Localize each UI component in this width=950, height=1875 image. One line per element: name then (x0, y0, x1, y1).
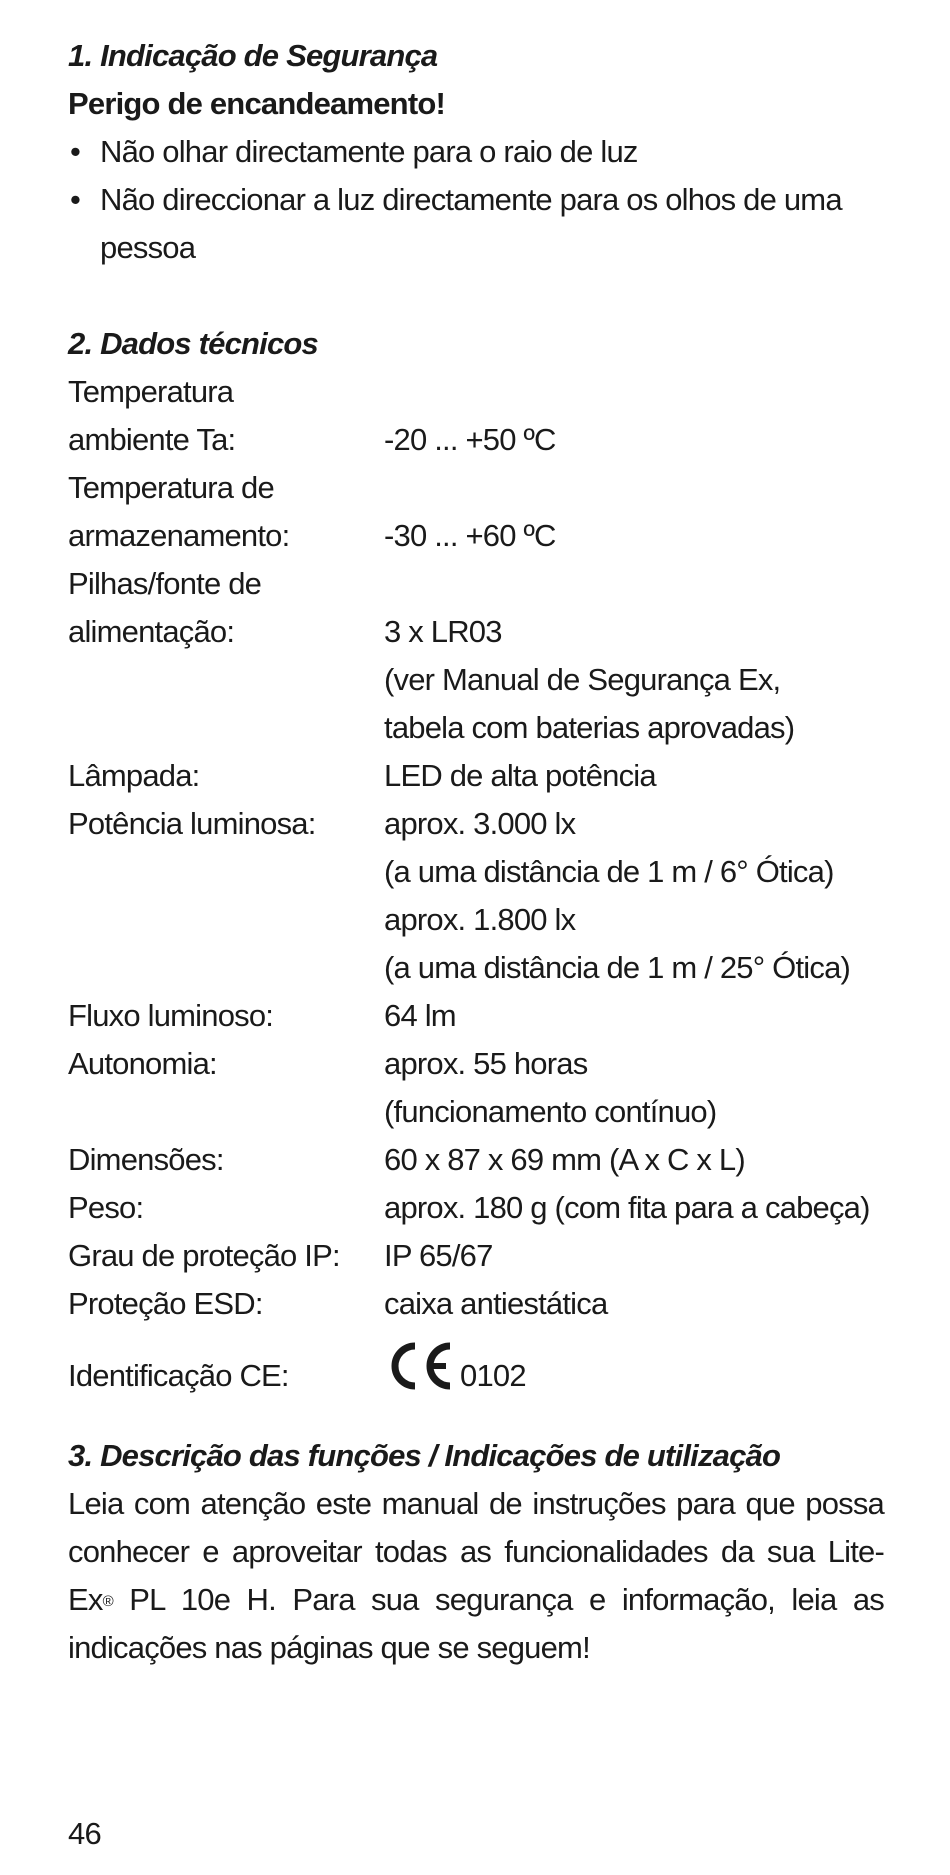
spec-label: Autonomia: (68, 1046, 217, 1081)
spec-value: caixa antiestática (384, 1286, 608, 1321)
notified-body-number: 0102 (460, 1358, 526, 1393)
spec-value: -30 ... +60 ºC (384, 518, 556, 553)
page-number: 46 (68, 1816, 101, 1851)
spec-lamp (68, 752, 884, 800)
spec-value: (a uma distância de 1 m / 6° Ótica) (384, 854, 834, 889)
spec-weight (68, 1184, 884, 1232)
spec-label: armazenamento: (68, 518, 290, 553)
spec-value: (a uma distância de 1 m / 25° Ótica) (384, 950, 851, 985)
intro-text: PL 10e H. Para sua segurança e informação, leia as indicações nas páginas que se seguem! (68, 1582, 884, 1665)
spec-value: LED de alta potência (384, 758, 656, 793)
safety-bullet: • Não direccionar a luz directamente para os olhos de uma pessoa (68, 176, 884, 272)
ce-logo-icon (384, 1338, 456, 1394)
spec-value: IP 65/67 (384, 1238, 493, 1273)
spec-value: aprox. 3.000 lx (384, 806, 576, 841)
spec-ambient-temperature (68, 368, 884, 464)
spec-luminous-flux (68, 992, 884, 1040)
spec-label: Fluxo luminoso: (68, 998, 274, 1033)
spec-label: Pilhas/fonte de (68, 566, 262, 601)
spec-label: Lâmpada: (68, 758, 200, 793)
function-description-heading: 3. Descrição das funções / Indicações de utilização (68, 1438, 781, 1473)
spec-value: (ver Manual de Segurança Ex, (384, 662, 781, 697)
spec-label: Temperatura (68, 374, 234, 409)
spec-value: -20 ... +50 ºC (384, 422, 556, 457)
safety-section (68, 32, 884, 272)
spec-label: Proteção ESD: (68, 1286, 263, 1321)
spec-ce-marking (68, 1334, 884, 1400)
spec-value: aprox. 180 g (com fita para a cabeça) (384, 1190, 870, 1225)
spec-value: aprox. 55 horas (384, 1046, 588, 1081)
spec-label: Peso: (68, 1190, 144, 1225)
spec-runtime (68, 1040, 884, 1136)
spec-value: (funcionamento contínuo) (384, 1094, 717, 1129)
safety-bullet-list (68, 128, 884, 272)
spec-dimensions (68, 1136, 884, 1184)
spec-value: 3 x LR03 (384, 614, 502, 649)
spec-value: tabela com baterias aprovadas) (384, 710, 795, 745)
technical-data-heading: 2. Dados técnicos (68, 326, 318, 361)
spec-value: aprox. 1.800 lx (384, 902, 576, 937)
spec-label: Temperatura de (68, 470, 274, 505)
technical-data-section (68, 320, 884, 1400)
ce-mark (384, 1344, 884, 1400)
spec-label: alimentação: (68, 614, 235, 649)
spec-label: Potência luminosa: (68, 806, 316, 841)
registered-mark: ® (102, 1593, 113, 1610)
spec-label: Dimensões: (68, 1142, 224, 1177)
spec-ip-rating (68, 1232, 884, 1280)
spec-label: Grau de proteção IP: (68, 1238, 340, 1273)
spec-esd-protection (68, 1280, 884, 1328)
glare-warning: Perigo de encandeamento! (68, 86, 446, 121)
safety-heading: 1. Indicação de Segurança (68, 38, 438, 73)
manual-page (68, 32, 884, 1672)
spec-storage-temperature (68, 464, 884, 560)
spec-value: 60 x 87 x 69 mm (A x C x L) (384, 1142, 745, 1177)
intro-paragraph (68, 1480, 884, 1672)
spec-power-supply (68, 560, 884, 752)
spec-value: 64 lm (384, 998, 456, 1033)
function-description-section (68, 1432, 884, 1672)
spec-label: Identificação CE: (68, 1358, 289, 1393)
spec-light-output (68, 800, 884, 992)
safety-bullet: • Não olhar directamente para o raio de luz (68, 128, 884, 176)
spec-label: ambiente Ta: (68, 422, 236, 457)
intro-text: Leia com atenção este manual de instruções para que possa conhecer e aproveitar todas as funcionalidades da sua Lite-Ex (68, 1486, 884, 1617)
